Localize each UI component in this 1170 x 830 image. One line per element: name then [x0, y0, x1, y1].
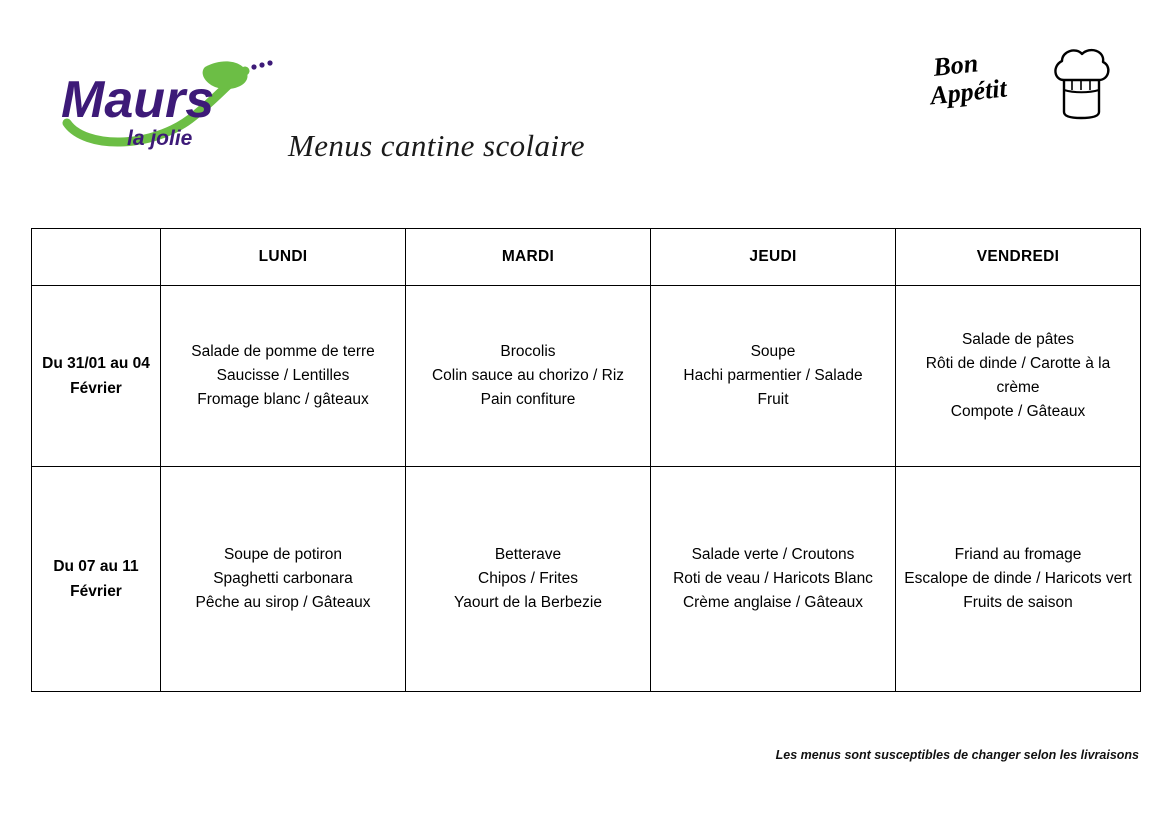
week-label-line: au 04 — [110, 355, 150, 372]
menu-line: Pêche au sirop / Gâteaux — [195, 594, 371, 611]
column-header-vendredi: VENDREDI — [896, 229, 1141, 286]
menu-cell-jeudi-2 — [651, 467, 896, 692]
menu-cell-mardi-2 — [406, 467, 651, 692]
menu-line: Pain confiture — [480, 391, 576, 408]
menu-line: Yaourt de la Berbezie — [454, 594, 602, 611]
menu-line: Soupe — [750, 343, 796, 360]
menu-cell-vendredi-2 — [896, 467, 1141, 692]
maurs-logo-icon — [55, 45, 275, 155]
table-header-row — [32, 229, 1141, 286]
menu-line: Fromage blanc / gâteaux — [197, 391, 369, 408]
svg-text:Maurs: Maurs — [61, 71, 215, 129]
menu-line: Roti de veau / Haricots Blanc — [673, 570, 873, 587]
maurs-logo — [55, 45, 275, 155]
week-label-line: Du 07 au 11 — [53, 558, 139, 575]
week-label-line: Février — [70, 380, 122, 397]
menu-line: Salade verte / Croutons — [691, 546, 855, 563]
week-label-2 — [32, 467, 161, 692]
table-row — [32, 467, 1141, 692]
menu-cell-vendredi-1 — [896, 286, 1141, 467]
menu-line: Compote / Gâteaux — [950, 403, 1086, 420]
menu-line: Salade de pomme de terre — [191, 343, 375, 360]
bon-appetit-text — [928, 47, 1009, 111]
menu-line: Spaghetti carbonara — [213, 570, 353, 587]
menu-line: Crème anglaise / Gâteaux — [682, 594, 864, 611]
menu-line: Salade de pâtes — [961, 331, 1075, 348]
menu-line: Soupe de potiron — [223, 546, 343, 563]
document-header — [0, 0, 1170, 200]
column-header-week — [32, 229, 161, 286]
menu-line: Rôti de dinde / Carotte à la crème — [925, 355, 1111, 396]
menu-line: Escalope de dinde / Haricots vert — [904, 570, 1132, 587]
svg-text:la jolie: la jolie — [127, 127, 193, 150]
column-header-lundi: LUNDI — [161, 229, 406, 286]
menu-line: Fruit — [757, 391, 789, 408]
menu-cell-mardi-1 — [406, 286, 651, 467]
menu-cell-lundi-1 — [161, 286, 406, 467]
week-label-line: Du 31/01 — [42, 355, 106, 372]
week-label-1 — [32, 286, 161, 467]
menu-line: Saucisse / Lentilles — [216, 367, 350, 384]
menu-line: Friand au fromage — [954, 546, 1082, 563]
menu-cell-lundi-2 — [161, 467, 406, 692]
menu-line: Betterave — [494, 546, 562, 563]
menu-line: Hachi parmentier / Salade — [683, 367, 863, 384]
table-row — [32, 286, 1141, 467]
week-label-line: Février — [70, 583, 122, 600]
menu-line: Fruits de saison — [963, 594, 1073, 611]
page-title: Menus cantine scolaire — [288, 128, 585, 163]
menu-line: Chipos / Frites — [478, 570, 578, 587]
bon-appetit-stamp — [928, 46, 1112, 138]
menu-cell-jeudi-1 — [651, 286, 896, 467]
stamp-line-2: Appétit — [928, 73, 1009, 111]
menu-line: Brocolis — [500, 343, 556, 360]
menu-line: Colin sauce au chorizo / Riz — [431, 367, 625, 384]
menu-table — [31, 228, 1141, 692]
column-header-jeudi: JEUDI — [651, 229, 896, 286]
footer-note: Les menus sont susceptibles de changer selon les livraisons — [775, 748, 1139, 762]
column-header-mardi: MARDI — [406, 229, 651, 286]
stamp-line-1: Bon — [931, 48, 980, 82]
chef-hat-icon — [1050, 46, 1112, 126]
